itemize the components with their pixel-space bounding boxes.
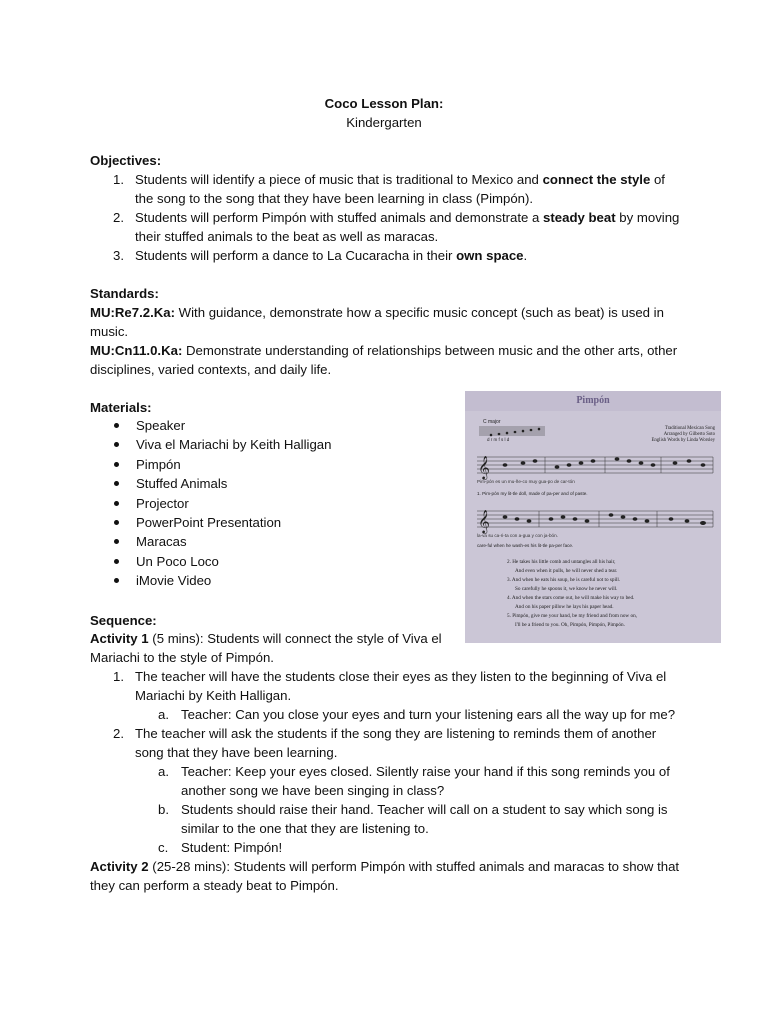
item-letter: a. bbox=[158, 707, 169, 722]
svg-text:𝄞: 𝄞 bbox=[478, 455, 490, 479]
verse-line: 5. Pimpón, give me your hand, be my friend and from now on, bbox=[507, 613, 637, 619]
sheet-music-photo bbox=[465, 391, 721, 643]
material-label: Viva el Mariachi by Keith Halligan bbox=[136, 437, 332, 453]
objective-emphasis: own space bbox=[456, 248, 524, 263]
lyric-line: la-va su ca-ri-ta con a-gua y con ja-bón. bbox=[477, 533, 558, 538]
objectives-heading: Objectives: bbox=[90, 153, 162, 168]
bullet-icon bbox=[114, 520, 119, 525]
material-item bbox=[90, 513, 440, 532]
material-label: iMovie Video bbox=[136, 573, 212, 589]
objective-text-end: of the song to the song that they have been learning in class (Pimpón). bbox=[135, 172, 665, 206]
standards-heading: Standards: bbox=[90, 286, 159, 301]
material-item bbox=[90, 532, 440, 551]
lyric-line: Pim-pón es un mu-ñe-co muy gua-po de car-tón bbox=[477, 479, 575, 484]
substep-item bbox=[90, 705, 686, 724]
material-label: PowerPoint Presentation bbox=[136, 515, 282, 531]
substep-item bbox=[90, 838, 686, 857]
step-text: The teacher will have the students close their eyes as they listen to the beginning of Viva el Mariachi by Keith Halligan. bbox=[135, 669, 667, 703]
standards-list bbox=[90, 303, 680, 379]
material-item bbox=[90, 474, 440, 493]
material-item bbox=[90, 435, 440, 454]
substep-text: Teacher: Keep your eyes closed. Silently raise your hand if this song reminds you of another song we have been singing in class? bbox=[181, 764, 670, 798]
item-number: 1. bbox=[113, 669, 124, 684]
verse-line: 4. And when the stars come out, he will make his way to bed. bbox=[507, 595, 635, 601]
song-title: Pimpón bbox=[576, 395, 610, 406]
materials-heading: Materials: bbox=[90, 400, 152, 415]
substep-text: Student: Pimpón! bbox=[181, 840, 283, 855]
bullet-icon bbox=[114, 559, 119, 564]
material-item bbox=[90, 571, 440, 590]
activity1-steps bbox=[90, 667, 686, 895]
material-label: Stuffed Animals bbox=[136, 476, 228, 492]
bullet-icon bbox=[114, 462, 119, 467]
bullet-icon bbox=[114, 501, 119, 506]
standard-text: With guidance, demonstrate how a specific music concept (such as beat) is used in music. bbox=[90, 305, 664, 339]
standard-item bbox=[90, 303, 680, 341]
objective-text: Students will perform a dance to La Cucaracha in their bbox=[135, 248, 457, 263]
verse-line: And on his paper pillow he lays his paper head. bbox=[515, 604, 614, 610]
item-letter: b. bbox=[158, 802, 169, 817]
verse-line: So carefully he spoons it, we know he never will. bbox=[515, 586, 618, 592]
objectives-list bbox=[90, 170, 686, 265]
activity2-intro bbox=[90, 857, 686, 895]
material-label: Maracas bbox=[136, 534, 187, 550]
title-line: Coco Lesson Plan: bbox=[324, 96, 444, 111]
subtitle-line: Kindergarten bbox=[346, 115, 422, 130]
step-text: The teacher will ask the students if the song they are listening to reminds them of another song that they have been learning. bbox=[135, 726, 657, 760]
material-item bbox=[90, 416, 440, 435]
objective-item bbox=[90, 208, 686, 246]
material-label: Pimpón bbox=[136, 456, 181, 472]
sheet-music-drawing bbox=[465, 391, 721, 643]
credit-line: Traditional Mexican Song bbox=[664, 426, 715, 431]
standard-code: MU:Cn11.0.Ka: bbox=[90, 343, 183, 358]
lyric-line: 1. Pim-pón my lit-tle doll, made of pa-per and of paste. bbox=[477, 491, 588, 496]
objective-item bbox=[90, 170, 686, 208]
substep-text: Students should raise their hand. Teacher will call on a student to say which song is similar to the one that they are listening to. bbox=[181, 802, 668, 836]
step-item bbox=[90, 724, 686, 762]
bullet-icon bbox=[114, 539, 119, 544]
credit-line: Arranged by Gilberto Soto bbox=[663, 432, 715, 437]
step-item bbox=[90, 667, 686, 705]
objective-text-end: by moving their stuffed animals to the beat as well as maracas. bbox=[135, 210, 680, 244]
objective-emphasis: connect the style bbox=[542, 172, 651, 187]
verse-line: And even when it pulls, he will never shed a tear. bbox=[515, 568, 618, 574]
substep-text: Teacher: Can you close your eyes and turn your listening ears all the way up for me? bbox=[181, 707, 676, 722]
item-number: 2. bbox=[113, 210, 124, 225]
credit-line: English Words by Linda Worsley bbox=[651, 438, 715, 443]
material-item bbox=[90, 455, 440, 474]
material-label: Un Poco Loco bbox=[136, 553, 219, 569]
objective-text: Students will identify a piece of music that is traditional to Mexico and bbox=[135, 172, 543, 187]
material-label: Speaker bbox=[136, 418, 186, 433]
item-number: 2. bbox=[113, 726, 124, 741]
material-label: Projector bbox=[136, 495, 189, 511]
substep-item bbox=[90, 800, 686, 838]
activity-text: (5 mins): Students will connect the style of Viva el Mariachi to the style of Pimpón. bbox=[90, 631, 442, 665]
substep-item bbox=[90, 762, 686, 800]
activity1-intro bbox=[90, 629, 450, 667]
key-label: C major bbox=[483, 419, 501, 425]
material-item bbox=[90, 552, 440, 571]
document-title bbox=[0, 94, 768, 132]
lyric-line: care-ful when he wash-es his lit-tle pa-per face. bbox=[477, 543, 574, 548]
item-number: 3. bbox=[113, 248, 124, 263]
solfege-label: d r m f s l d bbox=[487, 437, 510, 442]
verse-line: 2. He takes his little comb and untangles all his hair, bbox=[507, 559, 616, 565]
standard-text: Demonstrate understanding of relationships between music and the other arts, other disciplines, varied contexts, and daily life. bbox=[90, 343, 678, 377]
verse-line: I'll be a friend to you. Oh, Pimpón, Pimpón, Pimpón. bbox=[515, 622, 625, 628]
item-letter: c. bbox=[158, 840, 169, 855]
bullet-icon bbox=[114, 481, 119, 486]
standard-code: MU:Re7.2.Ka: bbox=[90, 305, 176, 320]
activity-label: Activity 2 bbox=[90, 859, 149, 874]
item-number: 1. bbox=[113, 172, 124, 187]
bullet-icon bbox=[114, 578, 119, 583]
bullet-icon bbox=[114, 442, 119, 447]
objective-item bbox=[90, 246, 686, 265]
standard-item bbox=[90, 341, 680, 379]
item-letter: a. bbox=[158, 764, 169, 779]
objective-emphasis: steady beat bbox=[543, 210, 616, 225]
verse-line: 3. And when he eats his soup, he is careful not to spill. bbox=[507, 577, 621, 583]
bullet-icon bbox=[114, 423, 119, 428]
material-item bbox=[90, 494, 440, 513]
activity-text: (25-28 mins): Students will perform Pimpón with stuffed animals and maracas to show that they can perform a steady beat to Pimpón. bbox=[90, 859, 680, 893]
activity-label: Activity 1 bbox=[90, 631, 149, 646]
objective-text-end: . bbox=[523, 248, 528, 263]
materials-list bbox=[90, 416, 440, 591]
svg-text:𝄞: 𝄞 bbox=[478, 509, 490, 533]
objective-text: Students will perform Pimpón with stuffed animals and demonstrate a bbox=[135, 210, 544, 225]
sequence-heading: Sequence: bbox=[90, 613, 157, 628]
